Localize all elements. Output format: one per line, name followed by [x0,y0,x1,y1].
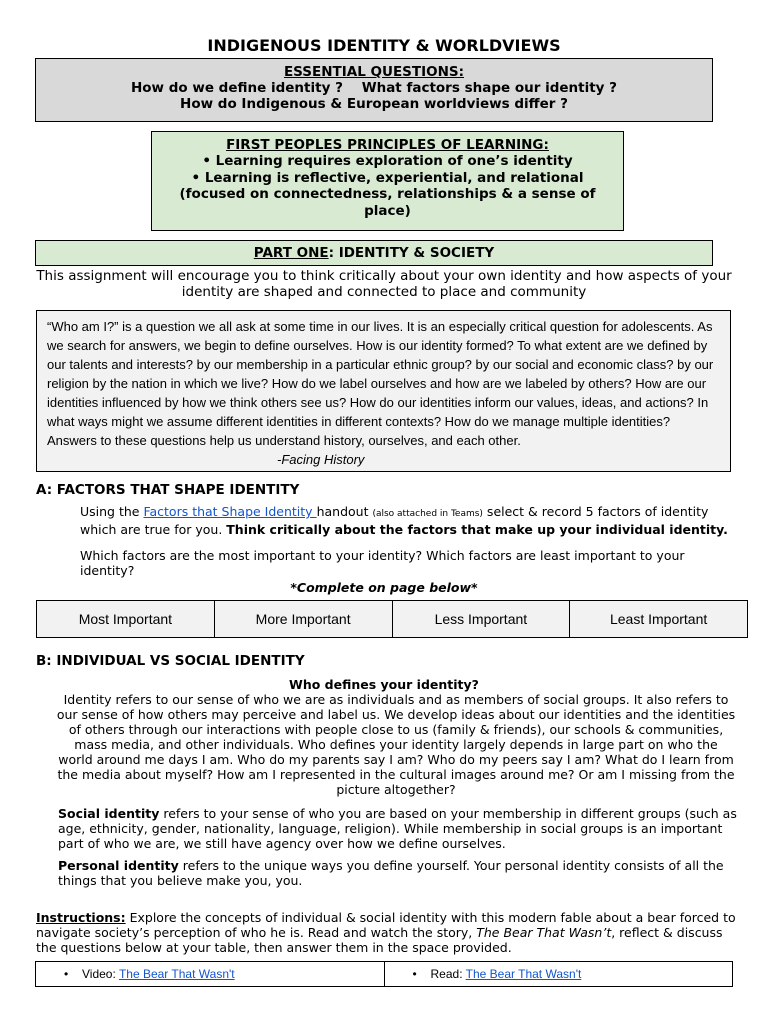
part-one-heading [35,240,713,266]
read-link[interactable]: The Bear That Wasn't [465,967,582,981]
personal-identity-text: refers to the unique ways you define yourself. Your personal identity consists of all the things that you believe make you, you. [58,858,724,888]
bear-title-italic: The Bear That Wasn’t [476,925,612,940]
resources-table [35,961,733,987]
personal-identity-term: Personal identity [58,858,179,873]
instructions-text-1: Explore the concepts of individual & social identity with this modern fable about a bear forced to navigate society’s perception of who he is. Read and watch the story, [36,910,736,940]
read-label: Read: [430,967,466,981]
part-one-title: : IDENTITY & SOCIETY [328,245,495,261]
principle-bullet-2: • Learning is reflective, experiential, and relational [191,169,584,186]
who-defines-heading: Who defines your identity? [289,677,479,692]
importance-table [36,600,748,638]
read-cell [384,962,733,987]
attached-note: (also attached in Teams) [372,509,483,519]
factors-handout-link[interactable]: Factors that Shape Identity [143,504,317,519]
assignment-intro: This assignment will encourage you to think critically about your own identity and how aspects of your identity are shaped and connected to place and community [36,268,732,300]
more-important-cell[interactable]: More Important [214,601,392,638]
section-a-instructions [80,504,740,537]
essential-question-line-1: How do we define identity ? What factors shape our identity ? [130,80,618,96]
table-row [36,962,733,987]
essential-question-line-2: How do Indigenous & European worldviews differ ? [180,96,568,112]
identity-quote-box [36,310,731,472]
table-row [37,601,748,638]
quote-text: “Who am I?” is a question we all ask at some time in our lives. It is an especially critical question for adolescents. As we search for answers, we begin to define ourselves. How is our identity formed? To what extent are we defined by our talents and interests? by our membership in a particular ethnic group? by our social and economic class? by our religion by the nation in which we live? How do we label ourselves and how are we labeled by others? How are our identities influenced by how we think others see us? How do our identities inform our values, ideas, and actions? In what ways might we assume different identities in different contexts? How do we manage multiple identities? Answers to these questions help us understand history, ourselves, and each other. [47,319,714,448]
personal-identity-paragraph [58,858,738,888]
bullet-icon: • [64,967,69,981]
social-identity-term: Social identity [58,806,160,821]
essential-questions-box [35,58,713,122]
instructions-label: Instructions: [36,910,126,925]
principle-bullet-1: • Learning requires exploration of one’s identity [202,153,573,169]
principles-heading: FIRST PEOPLES PRINCIPLES OF LEARNING: [226,137,549,153]
less-important-cell[interactable]: Less Important [392,601,570,638]
instructions-text-2: , reflect & discuss the questions below at your table, then answer them in the space provided. [36,925,723,955]
video-label: Video: [82,967,119,981]
instructions-paragraph [36,910,736,955]
handout-text: handout [316,504,373,519]
bullet-icon: • [412,967,417,981]
most-important-cell[interactable]: Most Important [37,601,215,638]
page-title: INDIGENOUS IDENTITY & WORLDVIEWS [207,36,561,55]
quote-source: -Facing History [277,452,365,467]
social-identity-paragraph [58,806,738,851]
principle-line-3: (focused on connectedness, relationships & a sense of [179,186,596,202]
using-text: Using the [80,504,144,519]
importance-question: Which factors are the most important to your identity? Which factors are least important to your identity? [80,548,685,578]
part-one-label: PART ONE [253,245,329,261]
video-cell [36,962,385,987]
first-peoples-principles-box [151,131,624,231]
social-identity-text: refers to your sense of who you are based on your membership in different groups (such as age, ethnicity, gender, nationality, language, religion). While membership in social groups is an important part of who we are, we still have agency over how we define ourselves. [58,806,737,851]
select-text: select & record 5 factors of identity which are true for you. [80,504,709,537]
complete-note: *Complete on page below* [290,580,478,595]
essential-questions-heading: ESSENTIAL QUESTIONS: [283,64,465,80]
least-important-cell[interactable]: Least Important [570,601,748,638]
section-b-heading: B: INDIVIDUAL VS SOCIAL IDENTITY [36,653,305,669]
section-a-heading: A: FACTORS THAT SHAPE IDENTITY [36,482,300,498]
think-critically-text: Think critically about the factors that make up your individual identity. [226,522,728,537]
video-link[interactable]: The Bear That Wasn't [118,967,235,981]
identity-paragraph: Identity refers to our sense of who we are as individuals and as members of social groups. It also refers to our sense of how others may perceive and label us. We develop ideas about our identities and the identities of others through our interactions with people close to us (family & friends), our schools & communities, mass media, and other individuals. Who defines your identity largely depends in large part on who the world around me days I am. Who do my parents say I am? Who do my peers say I am? What do I learn from the media about myself? How am I represented in the cultural images around me? Or am I missing from the picture altogether? [56,692,736,797]
principle-line-4: place) [364,202,411,219]
